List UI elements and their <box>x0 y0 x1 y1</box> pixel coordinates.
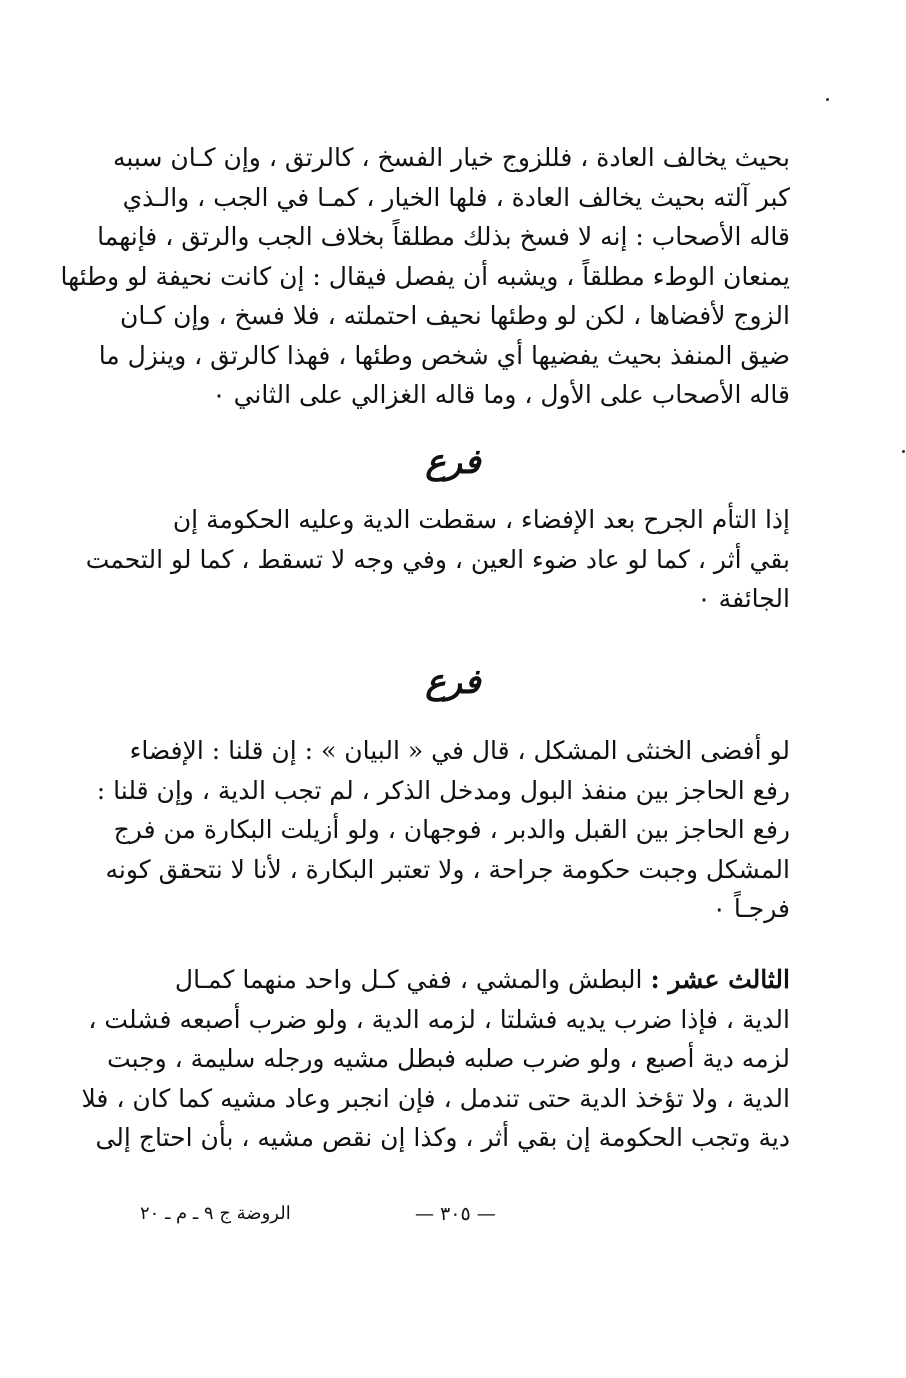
scan-speck <box>826 98 829 101</box>
text-line: الزوج لأفضاها ، لكن لو وطئها نحيف احتملته ، فلا فسخ ، وإن كـان <box>119 301 790 330</box>
volume-reference: الروضة ج ٩ ـ م ـ ٢٠ <box>140 1203 291 1224</box>
text-line: لزمه دية أصبع ، ولو ضرب صلبه فبطل مشيه ورجله سليمة ، وجبت <box>107 1044 790 1073</box>
section-heading-far: فرع <box>425 442 481 482</box>
paragraph-4 <box>81 960 790 1158</box>
lead-line-rest: البطش والمشي ، ففي كـل واحد منهما كمـال <box>174 965 643 994</box>
paragraph-2 <box>85 500 790 619</box>
text-line: الدية ، فإذا ضرب يديه فشلتا ، لزمه الدية ، ولو ضرب أصبعه فشلت ، <box>88 1004 790 1034</box>
paragraph-1 <box>60 138 790 415</box>
text-line: قاله الأصحاب على الأول ، وما قاله الغزالي على الثاني ٠ <box>212 380 790 409</box>
text-line: الدية ، ولا تؤخذ الدية حتى تندمل ، فإن انجبر وعاد مشيه كما كان ، فلا <box>81 1083 790 1113</box>
text-line: المشكل وجبت حكومة جراحة ، ولا تعتبر البكارة ، لأنا لا نتحقق كونه <box>105 854 790 884</box>
text-line <box>150 960 790 1000</box>
text-line: رفع الحاجز بين منفذ البول ومدخل الذكر ، لم تجب الدية ، وإن قلنا : <box>96 775 790 805</box>
text-line: رفع الحاجز بين القبل والدبر ، فوجهان ، ولو أزيلت البكارة من فرج <box>113 815 790 844</box>
paragraph-3 <box>96 731 790 929</box>
text-line: قاله الأصحاب : إنه لا فسخ بذلك مطلقاً بخلاف الجب والرتق ، فإنهما <box>97 222 790 251</box>
section-heading-far: فرع <box>425 662 481 702</box>
text-line: يمنعان الوطء مطلقاً ، ويشبه أن يفصل فيقال : إن كانت نحيفة لو وطئها <box>60 261 790 291</box>
text-line: إذا التأم الجرح بعد الإفضاء ، سقطت الدية وعليه الحكومة إن <box>172 505 790 534</box>
text-line: لو أفضى الخنثى المشكل ، قال في « البيان » : إن قلنا : الإفضاء <box>129 736 790 765</box>
text-line: بقي أثر ، كما لو عاد ضوء العين ، وفي وجه لا تسقط ، كما لو التحمت <box>85 544 790 574</box>
text-line: دية وتجب الحكومة إن بقي أثر ، وكذا إن نقص مشيه ، بأن احتاج إلى <box>95 1123 790 1152</box>
text-line: الجائفة ٠ <box>697 584 790 613</box>
page-footer <box>140 1203 520 1233</box>
text-line: بحيث يخالف العادة ، فللزوج خيار الفسخ ، كالرتق ، وإن كـان سببه <box>112 143 790 172</box>
text-line: ضيق المنفذ بحيث يفضيها أي شخص وطئها ، فهذا كالرتق ، وينزل ما <box>98 340 790 370</box>
section-lead-label: الثالث عشر : <box>650 965 790 994</box>
text-line: كبر آلته بحيث يخالف العادة ، فلها الخيار ، كمـا في الجب ، والـذي <box>122 182 790 212</box>
text-line: فرجـاً ٠ <box>712 894 790 923</box>
page-number: — ٣٠٥ — <box>415 1203 496 1225</box>
scan-speck <box>902 450 905 453</box>
